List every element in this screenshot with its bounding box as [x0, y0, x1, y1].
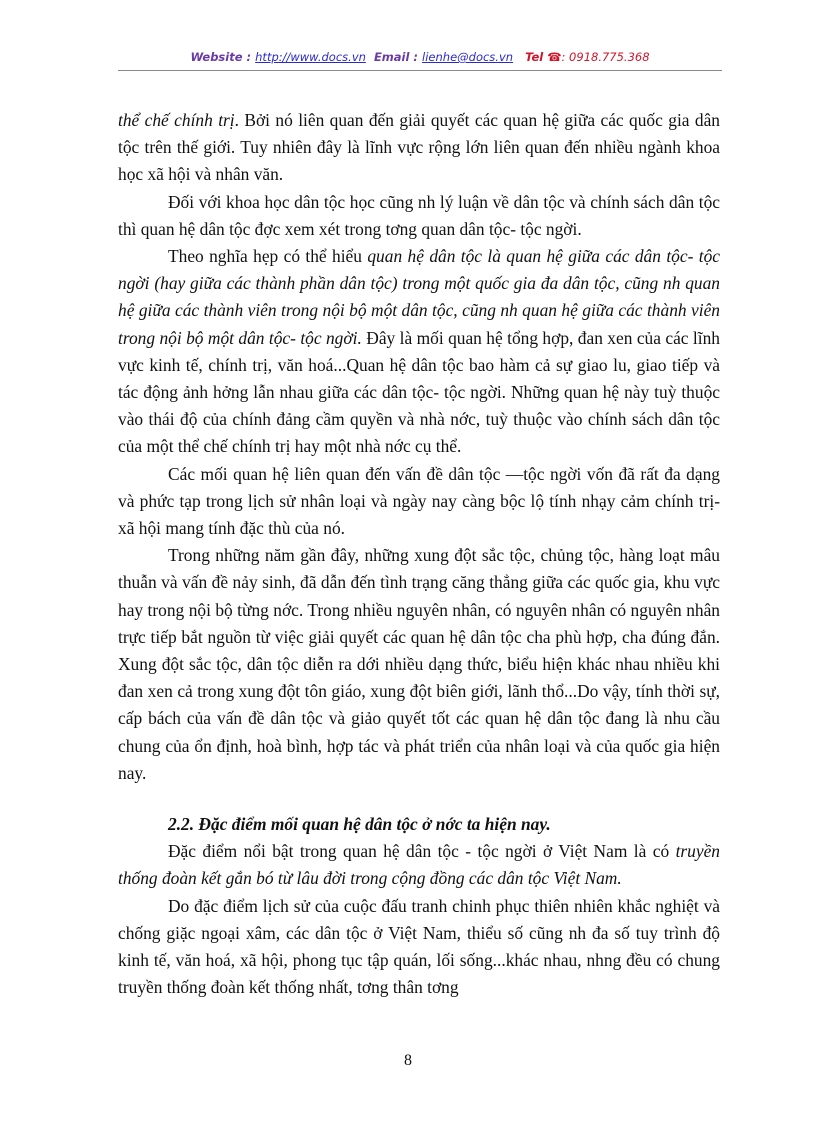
tel-label: Tel: [525, 50, 544, 64]
header-divider: [118, 70, 722, 71]
email-label: Email: [373, 50, 410, 64]
page-header: [120, 50, 720, 64]
text-run: Các mối quan hệ liên quan đến vấn đề dân tộc —tộc ngời vốn đã rất đa dạng và phức tạp trong lịch sử nhân loại và ngày nay càng bộc lộ tính nhạy cảm chính trị- xã hội mang tính đặc thù của nó.: [118, 463, 720, 539]
paragraph: [118, 893, 720, 1002]
phone-icon: ☎: [547, 50, 562, 64]
website-link[interactable]: http://www.docs.vn: [255, 50, 366, 64]
email-separator: :: [409, 50, 423, 64]
text-run: Đối với khoa học dân tộc học cũng nh lý luận về dân tộc và chính sách dân tộc thì quan hệ dân tộc đợc xem xét trong tơng quan dân tộc- tộc ngời.: [118, 191, 720, 239]
paragraph: [118, 107, 720, 189]
paragraphs-after-heading: [118, 838, 720, 1001]
text-run: Đặc điểm nổi bật trong quan hệ dân tộc - tộc ngời ở Việt Nam là có: [168, 841, 676, 862]
text-run: Do đặc điểm lịch sử của cuộc đấu tranh chinh phục thiên nhiên khắc nghiệt và chống giặc ngoại xâm, các dân tộc ở Việt Nam, thiểu số cũng nh đa số tuy trình độ kinh tế, văn hoá, xã hội, phong tục tập quán, lối sống...khác nhau, nhng đều có chung truyền thống đoàn kết thống nhất, tơng thân tơng: [118, 895, 720, 998]
italic-text: thể chế chính trị: [118, 110, 235, 130]
text-run: Theo nghĩa hẹp có thể hiểu: [168, 246, 368, 267]
italic-text: truyền thống đoàn kết gắn bó từ lâu đời trong cộng đồng các dân tộc Việt Nam.: [118, 841, 720, 889]
paragraph: [118, 461, 720, 543]
paragraph: [118, 243, 720, 461]
text-run: Trong những năm gần đây, những xung đột sắc tộc, chủng tộc, hàng loạt mâu thuẫn và vấn đề nảy sinh, đã dẫn đến tình trạng căng thẳng giữa các quốc gia, khu vực hay trong nội bộ từng nớc. Trong nhiều nguyên nhân, có nguyên nhân có nguyên nhân trực tiếp bắt nguồn từ việc giải quyết các quan hệ dân tộc cha phù hợp, cha đúng đắn. Xung đột sắc tộc, dân tộc diễn ra dới nhiều dạng thức, biểu hiện khác nhau nhiều khi đan xen cả trong xung đột tôn giáo, xung đột biên giới, lãnh thổ...Do vậy, tính thời sự, cấp bách của vấn đề dân tộc và giảo quyết tốt các quan hệ dân tộc đang là nhu cầu chung của ổn định, hoà bình, hợp tác và phát triển của nhân loại và của quốc gia hiện nay.: [118, 545, 720, 783]
paragraph: [118, 838, 720, 892]
paragraph: [118, 542, 720, 787]
phone-number: : 0918.775.368: [561, 50, 650, 64]
text-run: Đây là mối quan hệ tổng hợp, đan xen của các lĩnh vực kinh tế, chính trị, văn hoá...Quan hệ dân tộc bao hàm cả sự giao lu, giao tiếp và tác động ảnh hởng lẫn nhau giữa các dân tộc- tộc ngời. Những quan hệ này tuỳ thuộc vào thái độ của chính đảng cầm quyền và nhà nớc, tuỳ thuộc vào chính sách dân tộc của một thể chế chính trị hay một nhà nớc cụ thể.: [118, 327, 720, 457]
paragraph: [118, 189, 720, 243]
website-label: Website: [190, 50, 243, 64]
email-link[interactable]: lienhe@docs.vn: [422, 50, 514, 64]
section-heading: 2.2. Đặc điểm mối quan hệ dân tộc ở nớc ta hiện nay.: [168, 814, 551, 835]
page-number: 8: [404, 1052, 412, 1069]
italic-text: quan hệ dân tộc là quan hệ giữa các dân tộc- tộc ngời (hay giữa các thành phần dân tộc) trong một quốc gia đa dân tộc, cũng nh quan hệ giữa các thành viên trong nội bộ một dân tộc, cũng nh quan hệ giữa các thành viên trong nội bộ một dân tộc- tộc ngời.: [118, 246, 720, 348]
text-run: . Bởi nó liên quan đến giải quyết các quan hệ giữa các quốc gia dân tộc trên thế giới. Tuy nhiên đây là lĩnh vực rộng lớn liên quan đến nhiều ngành khoa học xã hội và nhân văn.: [118, 110, 720, 185]
paragraphs-before-heading: [118, 107, 720, 787]
document-body: [118, 107, 720, 1002]
website-separator: :: [242, 50, 256, 64]
